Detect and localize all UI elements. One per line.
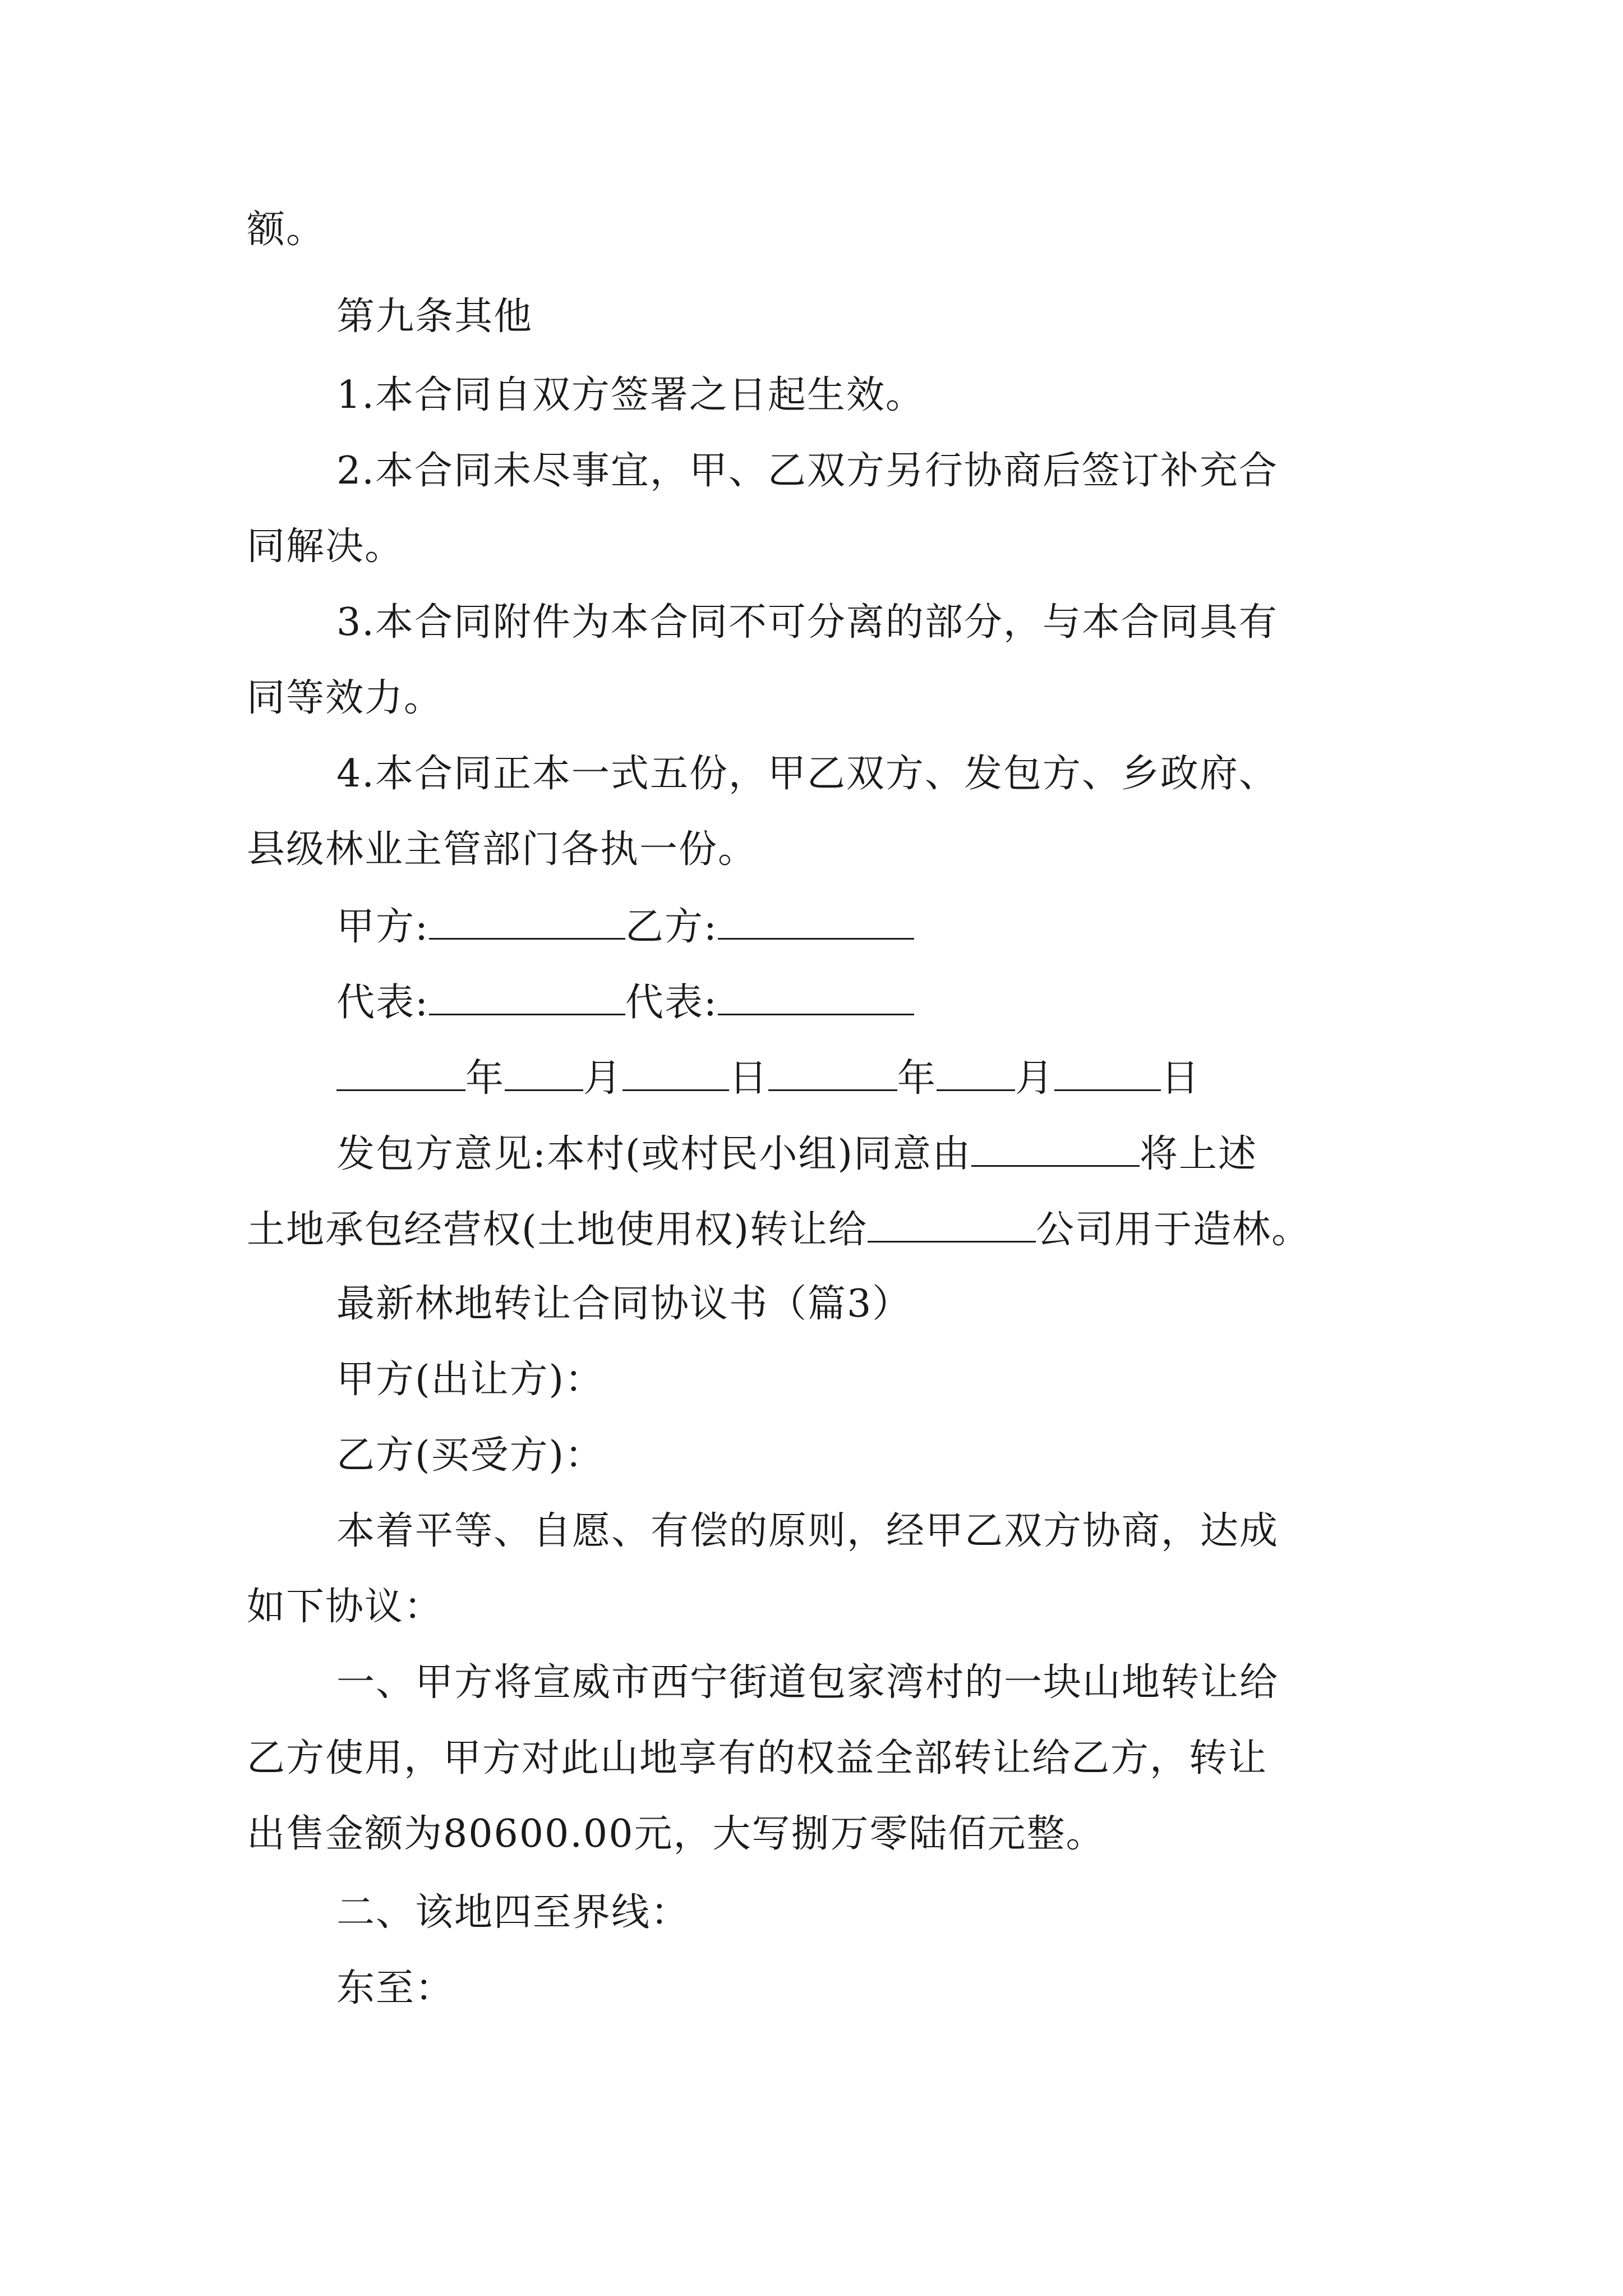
- contractor-opinion-line: [336, 1130, 1257, 1175]
- party-a-label: 甲方:: [336, 905, 429, 949]
- text-line: 同等效力。: [247, 676, 444, 720]
- contractor-opinion-text: 发包方意见:本村(或村民小组)同意由: [336, 1132, 971, 1176]
- company-blank: [868, 1206, 1036, 1243]
- representative-a-blank: [429, 979, 625, 1015]
- month-blank: [937, 1055, 1015, 1091]
- signature-line-party: [336, 903, 914, 948]
- party-b-field: 乙方(买受方)：: [336, 1433, 605, 1478]
- text-line: 乙方使用，甲方对此山地享有的权益全部转让给乙方，转让: [247, 1736, 1268, 1780]
- contractor-opinion-text-end: 公司用于造林。: [1036, 1208, 1311, 1252]
- contractor-opinion-line-2: [247, 1206, 1311, 1251]
- contractor-opinion-text: 土地承包经营权(土地使用权)转让给: [247, 1208, 868, 1252]
- document-title: 最新林地转让合同协议书（篇3）: [336, 1282, 912, 1326]
- month-blank: [505, 1055, 583, 1091]
- text-line: 1.本合同自双方签署之日起生效。: [336, 373, 925, 417]
- representative-a-label: 代表:: [336, 981, 429, 1025]
- text-line: 3.本合同附件为本合同不可分离的部分，与本合同具有: [336, 600, 1278, 645]
- day-blank: [1054, 1055, 1161, 1091]
- year-blank: [768, 1055, 897, 1091]
- party-b-label: 乙方:: [625, 905, 718, 949]
- year-label: 年: [465, 1056, 505, 1101]
- text-line: 二、该地四至界线：: [336, 1890, 690, 1935]
- text-line: 同解决。: [247, 524, 404, 569]
- text-line: 本着平等、自愿、有偿的原则，经甲乙双方协商，达成: [336, 1509, 1279, 1553]
- day-blank: [623, 1055, 729, 1091]
- text-line: 出售金额为80600.00元，大写捌万零陆佰元整。: [247, 1812, 1105, 1856]
- year-label: 年: [897, 1056, 937, 1101]
- text-line: 如下协议：: [247, 1585, 444, 1629]
- contractor-opinion-text-end: 将上述: [1139, 1132, 1257, 1176]
- representative-b-blank: [718, 979, 914, 1015]
- year-blank: [336, 1055, 465, 1091]
- month-label: 月: [1015, 1056, 1055, 1101]
- text-line: 县级林业主管部门各执一份。: [247, 827, 758, 872]
- representative-b-label: 代表:: [625, 981, 718, 1025]
- transferor-blank: [971, 1130, 1140, 1167]
- text-line: 额。: [247, 208, 326, 252]
- party-a-field: 甲方(出让方)：: [336, 1358, 605, 1402]
- text-line: 一、甲方将宣威市西宁街道包家湾村的一块山地转让给: [336, 1660, 1279, 1705]
- text-line: 东至：: [336, 1966, 455, 2010]
- signature-line-representative: [336, 979, 914, 1024]
- month-label: 月: [583, 1056, 623, 1101]
- text-line: 4.本合同正本一式五份，甲乙双方、发包方、乡政府、: [336, 752, 1278, 796]
- party-a-blank: [429, 903, 625, 940]
- day-label: 日: [729, 1056, 769, 1101]
- date-line: [336, 1055, 1200, 1099]
- section-heading: 第九条其他: [336, 295, 533, 339]
- text-line: 2.本合同未尽事宜，甲、乙双方另行协商后签订补充合: [336, 449, 1278, 493]
- party-b-blank: [718, 903, 914, 940]
- day-label: 日: [1161, 1056, 1201, 1101]
